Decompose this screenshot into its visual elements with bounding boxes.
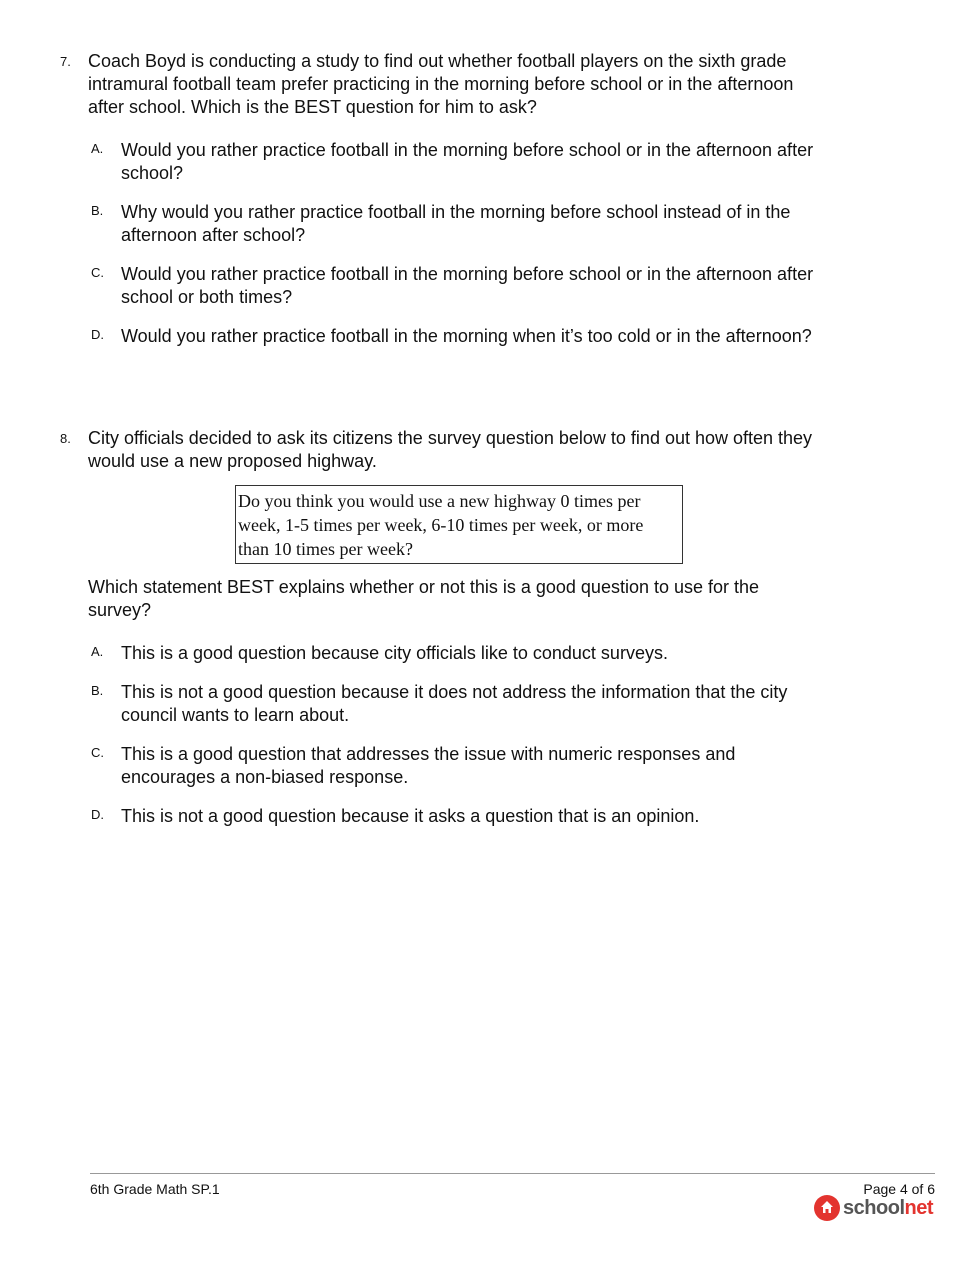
choice-letter: B. [91,203,104,218]
choice-letter: C. [91,745,104,760]
answer-choice-d[interactable] [88,325,820,348]
choice-letter: B. [91,683,104,698]
choice-text: Would you rather practice football in the morning before school or in the afternoon after school? [121,140,814,183]
choice-text: This is not a good question because it asks a question that is an opinion. [121,806,700,826]
footer-course-title: 6th Grade Math SP.1 [90,1181,220,1197]
question-stem: City officials decided to ask its citizens the survey question below to find out how often they would use a new proposed highway. [88,428,813,471]
logo-wordmark [843,1197,933,1220]
schoolnet-logo [814,1195,933,1221]
answer-choice-b[interactable] [88,681,820,727]
choice-letter: D. [91,327,104,342]
house-icon [814,1195,840,1221]
choice-letter: C. [91,265,104,280]
choice-letter: A. [91,141,104,156]
house-icon-shape [820,1200,834,1214]
choice-text: Why would you rather practice football in the morning before school instead of in the afternoon after school? [121,202,791,245]
question-number: 7. [60,54,71,69]
answer-choice-c[interactable] [88,743,820,789]
question-8 [60,427,820,828]
footer-page-number: Page 4 of 6 [863,1181,935,1197]
choice-text: This is a good question that addresses the issue with numeric responses and encourages a non-biased response. [121,744,736,787]
footer-divider [90,1173,935,1174]
choice-text: Would you rather practice football in the morning before school or in the afternoon after school or both times? [121,264,814,307]
logo-text-net: net [904,1196,933,1219]
choice-text: Would you rather practice football in the morning when it’s too cold or in the afternoon? [121,326,812,346]
survey-question-box: Do you think you would use a new highway 0 times per week, 1-5 times per week, 6-10 times per week, or more than 10 times per week? [235,485,683,564]
question-stem: Coach Boyd is conducting a study to find out whether football players on the sixth grade intramural football team prefer practicing in the morning before school or in the afternoon after school. Which is the BEST question for him to ask? [88,51,794,117]
answer-choice-d[interactable] [88,805,820,828]
answer-choice-a[interactable] [88,642,820,665]
choice-letter: D. [91,807,104,822]
choice-text: This is a good question because city officials like to conduct surveys. [121,643,668,663]
answer-choice-b[interactable] [88,201,820,247]
question-followup: Which statement BEST explains whether or not this is a good question to use for the survey? [88,577,760,620]
choice-letter: A. [91,644,104,659]
answer-choice-c[interactable] [88,263,820,309]
answer-choice-a[interactable] [88,139,820,185]
choice-text: This is not a good question because it does not address the information that the city council wants to learn about. [121,682,788,725]
logo-text-school: school [843,1196,905,1219]
question-number: 8. [60,431,71,446]
question-7 [60,50,820,348]
